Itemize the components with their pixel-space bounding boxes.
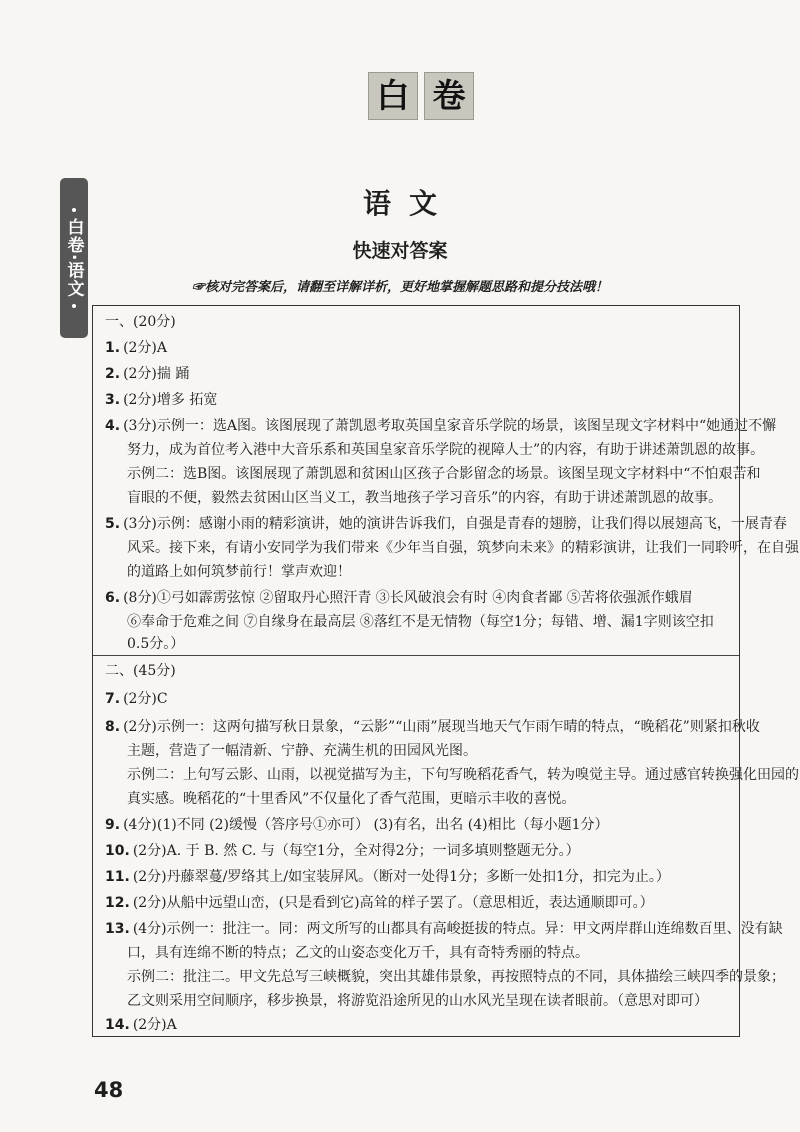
answer-line: 9. (4分)(1)不同 (2)缓慢（答序号①亦可） (3)有名，出名 (4)相比（每小题1分） (105, 817, 609, 833)
badge-char-1: 白 (368, 72, 418, 120)
section-header: 二、(45分) (105, 663, 176, 679)
answer-line: 示例二：批注二。甲文先总写三峡概貌，突出其雄伟景象，再按照特点的不同，具体描绘三峡四季的景象； (127, 969, 785, 985)
section-2 (93, 655, 799, 1038)
answer-line: 主题，营造了一幅清新、宁静、充满生机的田园风光图。 (127, 743, 477, 759)
answer-line: 6. (8分)①弓如霹雳弦惊 ②留取丹心照汗青 ③长风破浪会有时 ④肉食者鄙 ⑤苦将依强派作蛾眉 (105, 590, 693, 606)
answer-line: 示例二：选B图。该图展现了萧凯恩和贫困山区孩子合影留念的场景。该图呈现文字材料中“不怕艰苦和 (127, 466, 761, 482)
answer-line: 14. (2分)A (105, 1017, 177, 1033)
answer-box (92, 305, 799, 1037)
answer-line: 盲眼的不便，毅然去贫困山区当义工，教当地孩子学习音乐”的内容，有助于讲述萧凯恩的故事。 (127, 490, 723, 506)
answer-line: 口，具有连绵不断的特点；乙文的山姿态变化万千，具有奇特秀丽的特点。 (127, 945, 589, 961)
tip-text: ☞核对完答案后，请翻至详解详析，更好地掌握解题思路和提分技法哦！ (191, 280, 608, 295)
badge-char-2: 卷 (424, 72, 474, 120)
answer-line: 5. (3分)示例：感谢小雨的精彩演讲，她的演讲告诉我们，自强是青春的翅膀，让我们得以展翅高飞，一展青春 (105, 516, 787, 532)
answer-line: 12. (2分)从船中远望山峦，(只是看到它)高耸的样子罢了。（意思相近，表达通顺即可。） (105, 895, 654, 911)
white-paper-badge (368, 72, 474, 120)
subject-title: 语文 (362, 187, 455, 220)
tab-dot-icon (72, 304, 76, 308)
answer-line: 2. (2分)揣 踊 (105, 366, 190, 382)
side-tab-label: 白卷·语文 (63, 218, 84, 298)
answer-line: 4. (3分)示例一：选A图。该图展现了萧凯恩考取英国皇家音乐学院的场景，该图呈现文字材料中“她通过不懈 (105, 418, 777, 434)
page-number: 48 (94, 1078, 124, 1102)
answer-line: 真实感。晚稻花的“十里香风”不仅量化了香气范围，更暗示丰收的喜悦。 (127, 791, 576, 807)
answer-line: 的道路上如何筑梦前行！掌声欢迎！ (127, 564, 351, 580)
answer-line: 努力，成为首位考入港中大音乐系和英国皇家音乐学院的视障人士”的内容，有助于讲述萧凯恩的故事。 (127, 442, 765, 458)
answer-line: 0.5分。） (127, 636, 185, 652)
answer-line: 3. (2分)增多 拓宽 (105, 392, 218, 408)
answer-line: 1. (2分)A (105, 340, 168, 356)
answer-line: 11. (2分)丹藤翠蔓/罗络其上/如宝装屏风。（断对一处得1分；多断一处扣1分，扣完为止。） (105, 869, 670, 885)
answer-line: 7. (2分)C (105, 691, 168, 707)
answer-line: 8. (2分)示例一：这两句描写秋日景象，“云影”“山雨”展现当地天气乍雨乍晴的特点，“晚稻花”则紧扣秋收 (105, 719, 760, 735)
answer-line: 13. (4分)示例一：批注一。同：两文所写的山都具有高峻挺拔的特点。异：甲文两岸群山连绵数百里、没有缺 (105, 921, 783, 937)
answer-line: 示例二：上句写云影、山雨，以视觉描写为主，下句写晚稻花香气，转为嗅觉主导。通过感官转换强化田园的 (127, 767, 799, 783)
answer-line: 10. (2分)A. 于 B. 然 C. 与（每空1分，全对得2分；一词多填则整题无分。） (105, 843, 580, 859)
answer-line: 乙文则采用空间顺序，移步换景，将游览沿途所见的山水风光呈现在读者眼前。（意思对即可） (127, 993, 708, 1009)
section-1 (93, 306, 799, 656)
section-header: 一、(20分) (105, 314, 176, 330)
answer-line: ⑥奉命于危难之间 ⑦自缘身在最高层 ⑧落红不是无情物（每空1分；每错、增、漏1字则该空扣 (127, 614, 714, 630)
subtitle: 快速对答案 (352, 240, 448, 262)
answer-line: 风采。接下来，有请小安同学为我们带来《少年当自强，筑梦向未来》的精彩演讲，让我们一同聆听，在自强 (127, 540, 799, 556)
